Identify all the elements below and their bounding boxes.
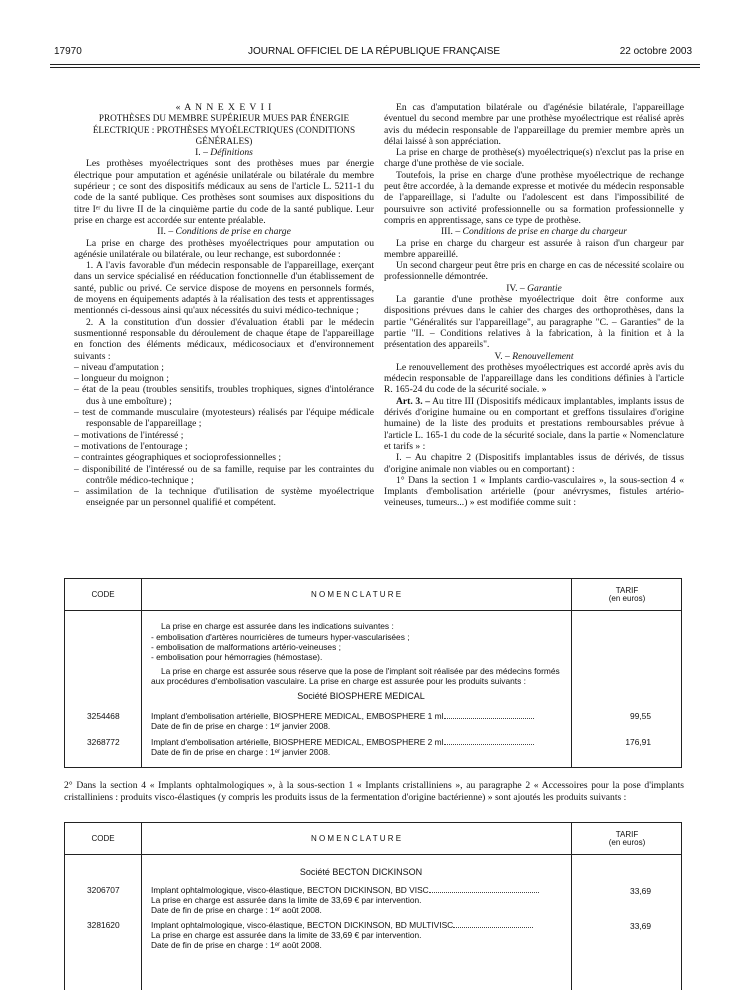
product-price: 33,69 bbox=[630, 921, 651, 931]
product-code: 3254468 bbox=[87, 711, 120, 721]
list-item: – test de commande musculaire (myotesteurs) réalisés par l'équipe médicale responsable de l'appareillage ; bbox=[74, 407, 374, 430]
right-paragraph-9: 1° Dans la section 1 « Implants cardio-vasculaires », la sous-section 4 « Implants d'embolisation artérielle (pour anévrysmes, fistules artério-veineuses, tumeurs...) » est modifiée comme suit : bbox=[384, 474, 684, 509]
section-2-paragraph-2: 1. A l'avis favorable d'un médecin responsable de l'appareillage, exerçant dans un service spécialisé en rééducation fonctionnelle d'un établissement de santé, public ou privé. Ce service dispose de moyens en personnels formés, de moyens en équipements adaptés à la réalisation des tests et apprentissages mentionnés ci-dessous ainsi qu'aux nécessités du suivi médico-technique ; bbox=[74, 260, 374, 317]
page-number: 17970 bbox=[54, 46, 82, 57]
product-price: 176,91 bbox=[625, 737, 651, 747]
product-code: 3281620 bbox=[87, 920, 120, 930]
section-1-paragraph: Les prothèses myoélectriques sont des prothèses mues par énergie électrique pour amputation et agénésie unilatérale ou bilatérale du membre supérieur ; ce sont des dispositifs médicaux au sens de l'article L. 5211-1 du code de la santé publique. Ces prothèses sont soumises aux dispositions du titre Iᵉʳ du livre II de la cinquième partie du code de la santé publique. Leur prise en charge est accordée sur entente préalable. bbox=[74, 158, 374, 226]
right-column bbox=[384, 102, 684, 509]
table-header bbox=[65, 823, 681, 855]
embolisation-table bbox=[64, 578, 682, 768]
section-5-heading: V. – Renouvellement bbox=[494, 350, 574, 362]
column-header-tarif: TARIF (en euros) bbox=[608, 586, 646, 603]
indications-intro: La prise en charge est assurée dans les indications suivantes : bbox=[161, 621, 394, 631]
ophthalmic-table bbox=[64, 822, 682, 990]
right-paragraph-1: En cas d'amputation bilatérale ou d'agénésie bilatérale, l'appareillage éventuel du second membre par une prothèse myoélectrique est réalisé après avis du médecin responsable de l'appareillage du premier membre après un délai laissé à son appréciation. bbox=[384, 102, 684, 147]
product-end-date: Date de fin de prise en charge : 1ᵉʳ janvier 2008. bbox=[151, 747, 331, 757]
product-code: 3268772 bbox=[87, 737, 120, 747]
product-name: Implant ophtalmologique, visco-élastique, BECTON DICKINSON, BD MULTIVISC bbox=[151, 920, 567, 930]
list-item: – contraintes géographiques et socioprofessionnelles ; bbox=[74, 452, 282, 464]
list-item: – motivations de l'intéressé ; bbox=[74, 429, 184, 441]
column-header-nomenclature: N O M E N C L A T U R E bbox=[310, 834, 402, 843]
reserve-note: La prise en charge est assurée sous réserve que la pose de l'implant soit réalisée par des médecins formés aux procédures d'embolisation vasculaire. La prise en charge est assurée pour les produits suivants : bbox=[151, 666, 560, 686]
product-price: 33,69 bbox=[630, 886, 651, 896]
right-paragraph-7: Le renouvellement des prothèses myoélectriques est accordé après avis du médecin responsable de l'appareillage dans les conditions définies à l'article R. 165-24 du code de la sécurité sociale. » bbox=[384, 361, 684, 396]
product-note: La prise en charge est assurée dans la limite de 33,69 € par intervention. bbox=[151, 930, 422, 940]
product-end-date: Date de fin de prise en charge : 1ᵉʳ janvier 2008. bbox=[151, 721, 331, 731]
page-header bbox=[0, 46, 748, 62]
table-header bbox=[65, 579, 681, 611]
column-header-code: CODE bbox=[91, 834, 115, 843]
product-note: La prise en charge est assurée dans la limite de 33,69 € par intervention. bbox=[151, 895, 422, 905]
right-paragraph-6: La garantie d'une prothèse myoélectrique doit être conforme aux dispositions prévues dans le cahier des charges des orthoprothèses, dans la partie "Généralités sur l'appareillage", au paragraphe "C. – Garanties" de la partie "II. – Conditions relatives à la fabrication, à la finition et à la présentation des appareils". bbox=[384, 294, 684, 351]
annex-title: PROTHÈSES DU MEMBRE SUPÉRIEUR MUES PAR ÉNERGIE ÉLECTRIQUE : PROTHÈSES MYOÉLECTRIQUES (CONDITIONS GÉNÉRALES) bbox=[92, 113, 356, 146]
indication-item: - embolisation pour hémorragies (hémostase). bbox=[151, 652, 323, 662]
list-item: – état de la peau (troubles sensitifs, troubles trophiques, signes d'intolérance dus à une emboîture) ; bbox=[74, 384, 374, 407]
ophthalmic-section-paragraph: 2° Dans la section 4 « Implants ophtalmologiques », à la sous-section 1 « Implants cristalliniens », au paragraphe 2 « Accessoires pour la pose d'implants cristalliniens : produits visco-élastiques (y compris les produits issus de la fermentation d'origine bactérienne) » sont ajoutés les produits suivants : bbox=[64, 780, 684, 803]
list-item: – disponibilité de l'intéressé ou de sa famille, requise par les contraintes du contrôle médico-technique ; bbox=[74, 463, 374, 486]
list-item: – longueur du moignon ; bbox=[74, 373, 169, 385]
section-2-paragraph-3: 2. A la constitution d'un dossier d'évaluation établi par le médecin susmentionné responsable du déroulement de chaque étape de l'appareillage en fonction des éléments médicaux, médicosociaux et d'environnement suivants : bbox=[74, 316, 374, 362]
section-4-heading: IV. – Garantie bbox=[506, 282, 562, 294]
section-1-heading: I. – Définitions bbox=[195, 147, 253, 159]
indication-item: - embolisation d'artères nourricières de tumeurs hyper-vascularisées ; bbox=[151, 632, 410, 642]
indication-item: - embolisation de malformations artério-veineuses ; bbox=[151, 642, 341, 652]
product-name: Implant d'embolisation artérielle, BIOSPHERE MEDICAL, EMBOSPHERE 2 ml bbox=[151, 737, 567, 747]
column-header-code: CODE bbox=[91, 590, 115, 599]
journal-title: JOURNAL OFFICIEL DE LA RÉPUBLIQUE FRANÇAISE bbox=[247, 46, 501, 57]
right-paragraph-4: La prise en charge du chargeur est assurée à raison d'un chargeur par membre appareillé. bbox=[384, 237, 684, 260]
right-paragraph-5: Un second chargeur peut être pris en charge en cas de nécessité scolaire ou professionnelle démontrée. bbox=[384, 260, 684, 283]
left-column bbox=[74, 102, 374, 509]
column-header-tarif: TARIF (en euros) bbox=[608, 830, 646, 847]
list-item: – assimilation de la technique d'utilisation de système myoélectrique enseignée par un personnel qualifié et compétent. bbox=[74, 486, 374, 509]
issue-date: 22 octobre 2003 bbox=[619, 46, 692, 57]
product-price: 99,55 bbox=[630, 711, 651, 721]
section-2-paragraph-1: La prise en charge des prothèses myoélectriques pour amputation ou agénésie unilatérale ou bilatérale, ou leur rechange, est subordonnée : bbox=[74, 237, 374, 260]
company-name: Société BIOSPHERE MEDICAL bbox=[297, 691, 425, 701]
product-end-date: Date de fin de prise en charge : 1ᵉʳ août 2008. bbox=[151, 905, 322, 915]
company-name: Société BECTON DICKINSON bbox=[299, 867, 423, 877]
section-3-heading: III. – Conditions de prise en charge du chargeur bbox=[440, 226, 628, 238]
header-rule-bottom bbox=[50, 67, 700, 68]
article-3-paragraph: Art. 3. – Au titre III (Dispositifs médicaux implantables, implants issus de dérivés d'origine humaine ou en comportant et greffons tissulaires d'origine humaine) de la liste des produits et prestations remboursables prévue à l'article L. 165-1 du code de la sécurité sociale, dans la partie « Nomenclature et tarifs » : bbox=[384, 395, 684, 452]
product-code: 3206707 bbox=[87, 885, 120, 895]
annex-heading: « A N N E X E V I I bbox=[175, 102, 273, 113]
product-name: Implant d'embolisation artérielle, BIOSPHERE MEDICAL, EMBOSPHERE 1 ml bbox=[151, 711, 567, 721]
list-item: – motivations de l'entourage ; bbox=[74, 440, 188, 452]
right-paragraph-3: Toutefois, la prise en charge d'une prothèse myoélectrique de rechange peut être accordée, à la demande expresse et motivée du médecin responsable de l'appareillage, si l'adulte ou l'adolescent est dans l'impossibilité de poursuivre son activité professionnelle ou sa formation professionnelle y compris en apprentissage, sans ce type de prothèse. bbox=[384, 169, 684, 226]
right-paragraph-2: La prise en charge de prothèse(s) myoélectrique(s) n'exclut pas la prise en charge d'une prothèse de vie sociale. bbox=[384, 147, 684, 170]
section-2-heading: II. – Conditions de prise en charge bbox=[157, 226, 291, 238]
column-header-nomenclature: N O M E N C L A T U R E bbox=[310, 590, 402, 599]
list-item: – niveau d'amputation ; bbox=[74, 361, 164, 373]
header-rule-top bbox=[50, 64, 700, 65]
right-paragraph-8: I. – Au chapitre 2 (Dispositifs implantables issus de dérivés, de tissus d'origine animale non viables ou en comportant) : bbox=[384, 452, 684, 475]
product-name: Implant ophtalmologique, visco-élastique, BECTON DICKINSON, BD VISC bbox=[151, 885, 567, 895]
product-end-date: Date de fin de prise en charge : 1ᵉʳ août 2008. bbox=[151, 940, 322, 950]
